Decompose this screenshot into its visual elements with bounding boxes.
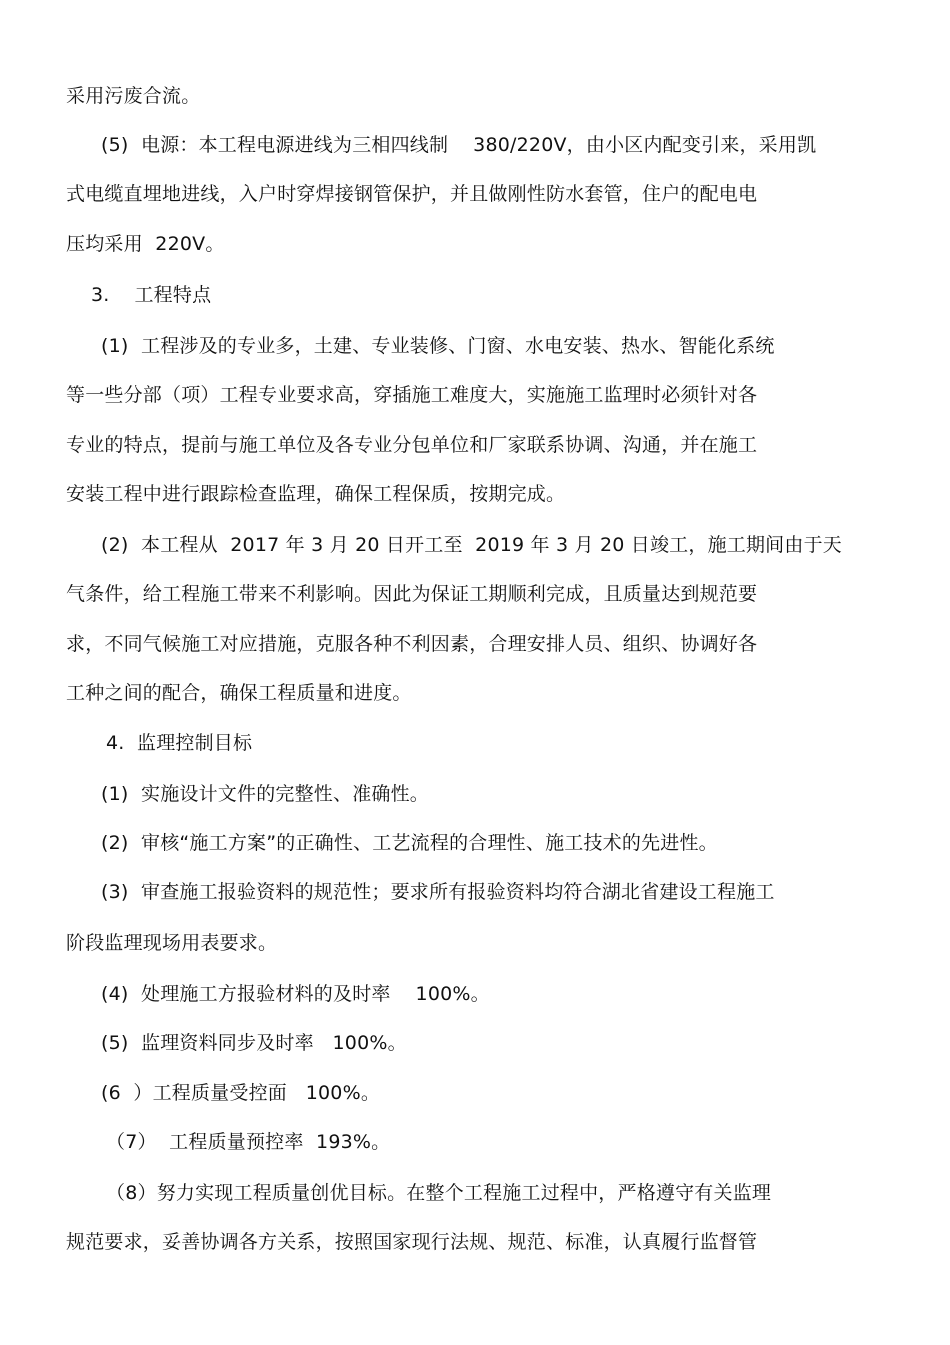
text-line-21: (6 ）工程质量受控面 100%。 [101,1082,381,1104]
text-line-1: 采用污废合流。 [66,85,201,107]
text-line-6: (1) 工程涉及的专业多，土建、专业装修、门窗、水电安装、热水、智能化系统 [101,335,775,357]
text-line-7: 等一些分部（项）工程专业要求高，穿插施工难度大，实施施工监理时必须针对各 [66,384,758,406]
text-line-18: 阶段监理现场用表要求。 [66,932,278,954]
text-line-15: (1) 实施设计文件的完整性、准确性。 [101,783,429,805]
text-line-2: (5) 电源：本工程电源进线为三相四线制 380/220V，由小区内配变引来，采用凯 [101,134,817,156]
text-line-22: （7） 工程质量预控率 193%。 [106,1131,391,1153]
section-heading-3: 3. 工程特点 [91,284,212,306]
text-line-13: 工种之间的配合，确保工程质量和进度。 [66,682,412,704]
section-heading-4: 4. 监理控制目标 [106,732,253,754]
text-line-16: (2) 审核“施工方案”的正确性、工艺流程的合理性、施工技术的先进性。 [101,832,718,854]
text-line-9: 安装工程中进行跟踪检查监理，确保工程保质，按期完成。 [66,483,566,505]
text-line-23: （8）努力实现工程质量创优目标。在整个工程施工过程中，严格遵守有关监理 [106,1182,772,1204]
text-line-17: (3) 审查施工报验资料的规范性；要求所有报验资料均符合湖北省建设工程施工 [101,881,775,903]
text-line-20: (5) 监理资料同步及时率 100%。 [101,1032,407,1054]
text-line-10: (2) 本工程从 2017 年 3 月 20 日开工至 2019 年 3 月 20 日竣工，施工期间由于天 [101,534,842,556]
text-line-8: 专业的特点，提前与施工单位及各专业分包单位和厂家联系协调、沟通，并在施工 [66,434,758,456]
text-line-19: (4) 处理施工方报验材料的及时率 100%。 [101,983,490,1005]
text-line-12: 求，不同气候施工对应措施，克服各种不利因素，合理安排人员、组织、协调好各 [66,633,758,655]
text-line-11: 气条件，给工程施工带来不利影响。因此为保证工期顺利完成，且质量达到规范要 [66,583,758,605]
text-line-3: 式电缆直埋地进线，入户时穿焊接钢管保护，并且做刚性防水套管，住户的配电电 [66,183,758,205]
text-line-4: 压均采用 220V。 [66,233,225,255]
text-line-24: 规范要求，妥善协调各方关系，按照国家现行法规、规范、标准，认真履行监督管 [66,1231,758,1253]
